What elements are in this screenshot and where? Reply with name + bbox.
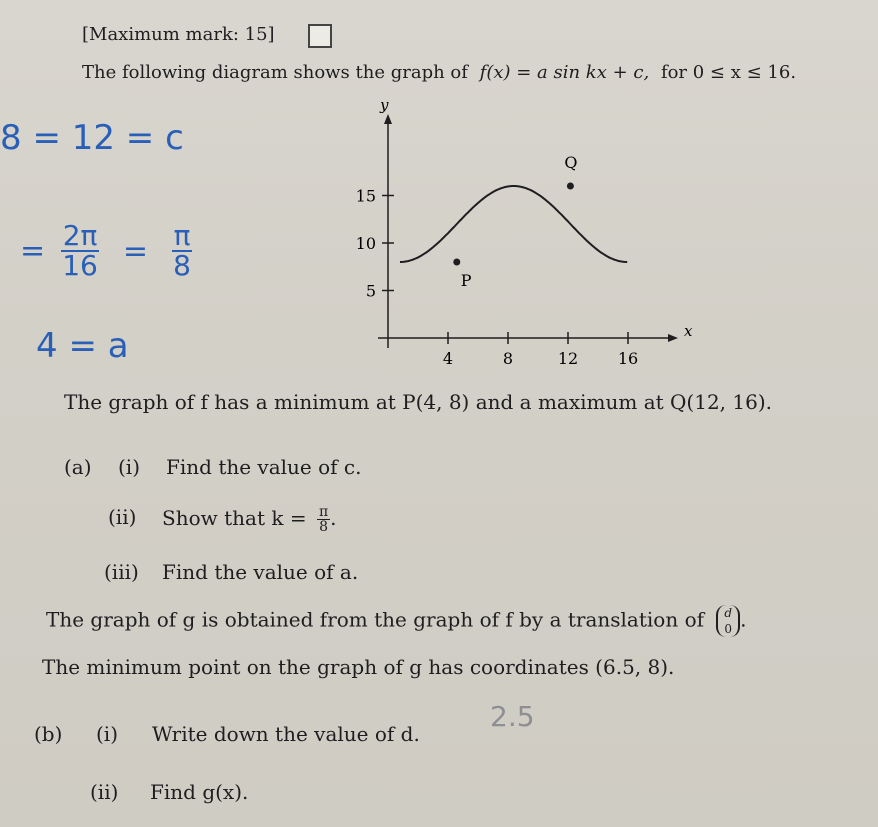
x-tick-label-16: 16 [617,349,639,368]
handwritten-frac-right: $\frac{\pi}{8}$ [173,219,191,282]
x-axis-arrow [668,334,678,342]
part-a-i-text: Find the value of c. [166,455,362,479]
mark-box [308,24,332,48]
intro-domain: for 0 ≤ x ≤ 16. [660,62,797,83]
translation-vector: d 0 [716,605,740,637]
function-graph [320,100,710,370]
x-tick-label-8: 8 [502,349,514,368]
y-tick-label-5: 5 [365,281,376,301]
part-a-ii-text: Show that k = $\frac{\pi}{8}$ . [162,504,337,535]
part-a-ii-label: (ii) [108,505,137,529]
handwritten-a-working: 4 = a [36,326,129,366]
point-P [453,259,460,266]
part-b-i-text: Write down the value of d. [152,722,420,746]
x-tick-label-4: 4 [442,349,454,368]
point-Q [567,183,574,190]
part-a-label: (a) [64,455,92,479]
min-point-statement: The minimum point on the graph of g has coordinates (6.5, 8). [42,655,675,679]
part-b-ii-text: Find g(x). [150,780,249,804]
pencil-answer-d: 2.5 [490,700,535,733]
part-a-iii-label: (iii) [104,560,139,584]
intro-function: f(x) = a sin kx + c, [479,62,650,83]
min-max-statement: The graph of f has a minimum at P(4, 8) and a maximum at Q(12, 16). [64,390,772,414]
part-a-iii-text: Find the value of a. [162,560,359,584]
x-axis-label: x [684,322,693,340]
part-a-i-label: (i) [118,455,141,479]
part-b-i-label: (i) [96,722,119,746]
handwritten-c-working: 8 = 12 = c [0,118,184,158]
y-axis-arrow [384,114,392,124]
handwritten-k-working: = $\frac{2\pi}{16}$ = $\frac{\pi}{8}$ [20,219,191,282]
max-mark-label: [Maximum mark: 15] [82,24,275,45]
point-label-Q: Q [564,153,578,172]
y-tick-label-15: 15 [355,186,376,206]
y-axis-label: y [380,100,389,114]
part-b-ii-label: (ii) [90,780,119,804]
intro-text: The following diagram shows the graph of [82,62,468,83]
y-tick-label-10: 10 [355,234,376,253]
point-label-P: P [460,271,472,290]
labelled-points [453,153,577,290]
intro-line [82,62,796,83]
handwritten-frac-left: $\frac{2\pi}{16}$ [62,219,98,282]
translation-statement: The graph of g is obtained from the graph of f by a translation of d 0 . [46,606,747,636]
x-tick-label-12: 12 [557,349,579,368]
part-b-label: (b) [34,722,63,746]
curve-f [400,186,627,262]
k-fraction: $\frac{\pi}{8}$ [318,504,329,535]
